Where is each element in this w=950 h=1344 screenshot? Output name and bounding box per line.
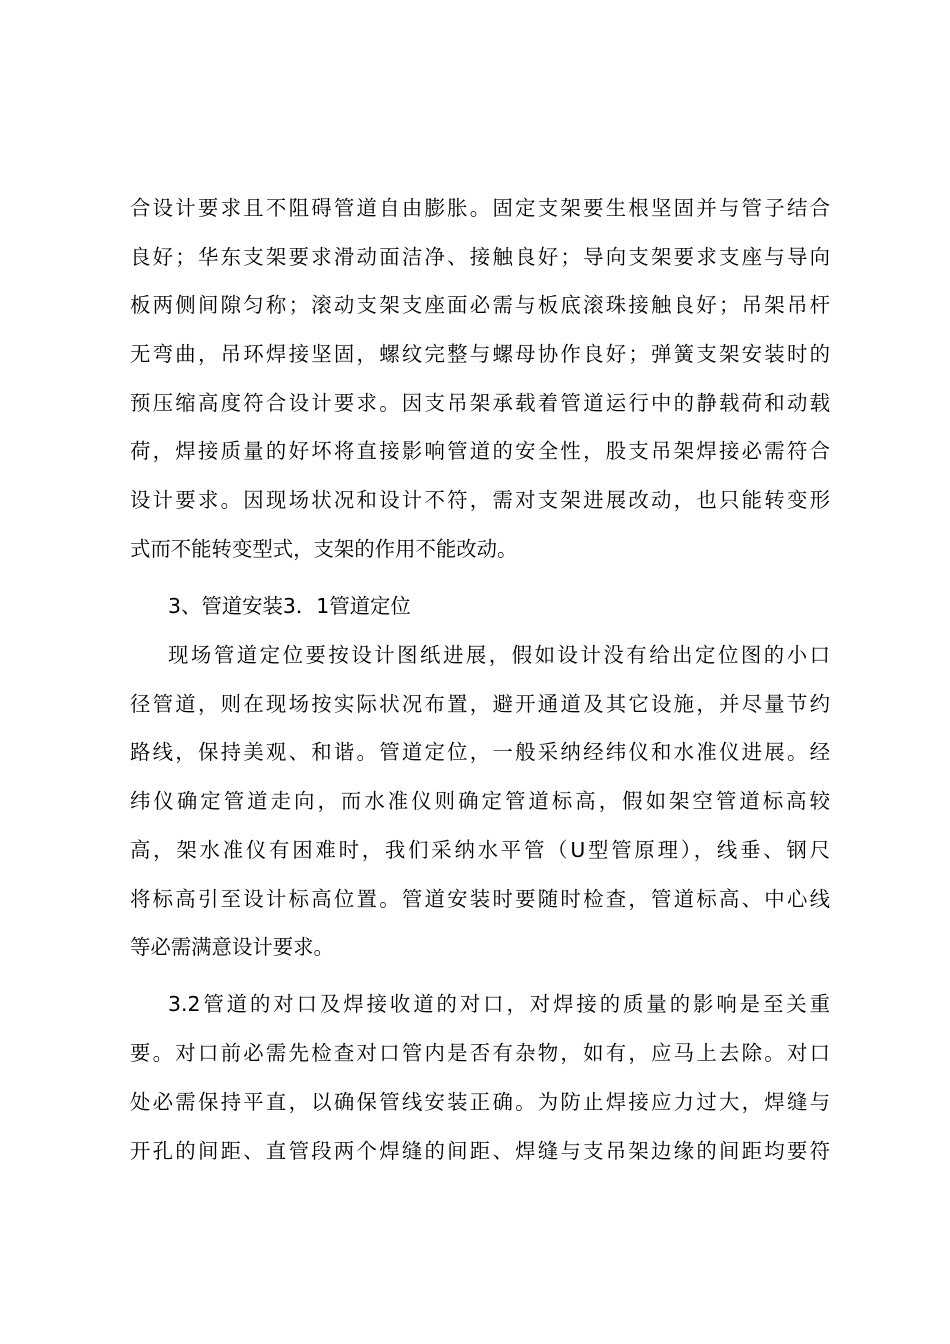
text-line-14: 高，架水准仪有困难时，我们采纳水平管（U型管原理），线垂、钢尺 <box>130 838 830 862</box>
text-line-11: 径管道，则在现场按实际状况布置，避开通道及其它设施，并尽量节约 <box>130 692 830 716</box>
text-line-17: 3.2管道的对口及焊接收道的对口，对焊接的质量的影响是至关重 <box>168 992 830 1016</box>
text-line-20: 开孔的间距、直管段两个焊缝的间距、焊缝与支吊架边缘的间距均要符 <box>130 1139 830 1163</box>
text-line-6: 荷，焊接质量的好坏将直接影响管道的安全性，股支吊架焊接必需符合 <box>130 439 830 463</box>
text-line-18: 要。对口前必需先检查对口管内是否有杂物，如有，应马上去除。对口 <box>130 1041 830 1065</box>
text-line-7: 设计要求。因现场状况和设计不符，需对支架进展改动，也只能转变形 <box>130 488 830 512</box>
text-line-16: 等必需满意设计要求。 <box>130 935 334 959</box>
text-line-12: 路线，保持美观、和谐。管道定位，一般采纳经纬仪和水准仪进展。经 <box>130 740 830 764</box>
text-line-13: 纬仪确定管道走向，而水准仪则确定管道标高，假如架空管道标高较 <box>130 789 830 813</box>
text-line-4: 无弯曲，吊环焊接坚固，螺纹完整与螺母协作良好；弹簧支架安装时的 <box>130 342 830 366</box>
text-line-19: 处必需保持平直，以确保管线安装正确。为防止焊接应力过大，焊缝与 <box>130 1090 830 1114</box>
text-line-15: 将标高引至设计标高位置。管道安装时要随时检查，管道标高、中心线 <box>130 887 830 911</box>
text-line-8: 式而不能转变型式，支架的作用不能改动。 <box>130 537 518 561</box>
text-line-3: 板两侧间隙匀称；滚动支架支座面必需与板底滚珠接触良好；吊架吊杆 <box>130 293 830 317</box>
text-line-1: 合设计要求且不阻碍管道自由膨胀。固定支架要生根坚固并与管子结合 <box>130 196 830 220</box>
section-heading: 3、管道安装3．1管道定位 <box>168 594 411 618</box>
text-line-10: 现场管道定位要按设计图纸进展，假如设计没有给出定位图的小口 <box>168 643 830 667</box>
text-line-5: 预压缩高度符合设计要求。因支吊架承载着管道运行中的静载荷和动载 <box>130 391 830 415</box>
text-line-2: 良好；华东支架要求滑动面洁净、接触良好；导向支架要求支座与导向 <box>130 245 830 269</box>
